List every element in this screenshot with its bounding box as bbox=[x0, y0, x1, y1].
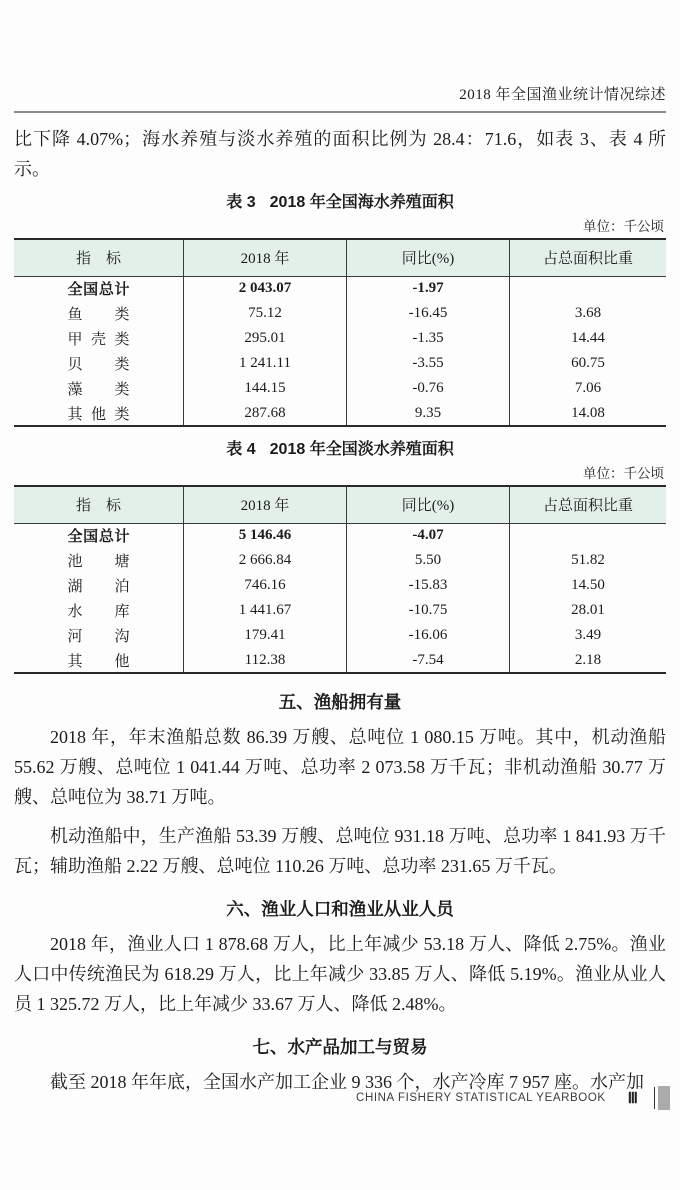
row-label: 贝类 bbox=[67, 357, 130, 373]
cell-2018: 2 666.84 bbox=[184, 548, 347, 573]
table3-row-fish bbox=[14, 301, 666, 326]
cell-yoy: -15.83 bbox=[347, 573, 510, 598]
cell-share bbox=[510, 523, 666, 548]
cell-share: 60.75 bbox=[510, 351, 666, 376]
table4-caption-title: 2018 年全国淡水养殖面积 bbox=[269, 441, 454, 458]
intro-paragraph: 比下降 4.07%；海水养殖与淡水养殖的面积比例为 28.4：71.6，如表 3、表 4 所示。 bbox=[14, 129, 666, 179]
cell-2018: 287.68 bbox=[184, 401, 347, 426]
table3-header-row bbox=[14, 239, 666, 276]
section6-heading: 六、渔业人口和渔业从业人员 bbox=[226, 899, 454, 919]
cell-share: 7.06 bbox=[510, 376, 666, 401]
cell-2018: 75.12 bbox=[184, 301, 347, 326]
cell-yoy: -1.97 bbox=[347, 276, 510, 301]
yearbook-footer-label: CHINA FISHERY STATISTICAL YEARBOOK bbox=[356, 1092, 606, 1104]
section5-heading: 五、渔船拥有量 bbox=[278, 692, 402, 712]
section6-paragraph-1: 2018 年，渔业人口 1 878.68 万人，比上年减少 53.18 万人、降低 2.75%。渔业人口中传统渔民为 618.29 万人，比上年减少 33.85 万人、降低 5.19%。渔业从业人员 1 325.72 万人，比上年减少 33.67 万人、降低 2.48%。 bbox=[14, 934, 666, 1014]
running-header: 2018 年全国渔业统计情况综述 bbox=[459, 87, 666, 103]
table4-row-reservoir bbox=[14, 598, 666, 623]
cell-yoy: 5.50 bbox=[347, 548, 510, 573]
section5-paragraph-2: 机动渔船中，生产渔船 53.39 万艘、总吨位 931.18 万吨、总功率 1 841.93 万千瓦；辅助渔船 2.22 万艘、总吨位 110.26 万吨、总功率 231.65 万千瓦。 bbox=[14, 826, 666, 876]
table3-marine-aquaculture-area bbox=[14, 238, 666, 427]
table4-row-pond bbox=[14, 548, 666, 573]
cell-2018: 5 146.46 bbox=[184, 523, 347, 548]
table3-row-total bbox=[14, 276, 666, 301]
table4-row-lake bbox=[14, 573, 666, 598]
table3-row-algae bbox=[14, 376, 666, 401]
section5-paragraph-1: 2018 年，年末渔船总数 86.39 万艘、总吨位 1 080.15 万吨。其中，机动渔船 55.62 万艘、总吨位 1 041.44 万吨、总功率 2 073.58 万千瓦；非机动渔船 30.77 万艘、总吨位为 38.71 万吨。 bbox=[14, 727, 666, 807]
cell-yoy: -7.54 bbox=[347, 648, 510, 673]
row-label: 甲壳类 bbox=[67, 332, 130, 348]
row-label: 湖泊 bbox=[67, 579, 130, 595]
cell-share: 2.18 bbox=[510, 648, 666, 673]
cell-yoy: 9.35 bbox=[347, 401, 510, 426]
cell-share: 14.50 bbox=[510, 573, 666, 598]
cell-share: 14.44 bbox=[510, 326, 666, 351]
table4-unit-note: 单位：千公顷 bbox=[583, 466, 664, 481]
cell-yoy: -16.45 bbox=[347, 301, 510, 326]
table4-col-indicator: 指 标 bbox=[14, 486, 184, 523]
cell-2018: 2 043.07 bbox=[184, 276, 347, 301]
cell-yoy: -0.76 bbox=[347, 376, 510, 401]
table3-col-2018: 2018 年 bbox=[184, 239, 347, 276]
table4-col-yoy: 同比(%) bbox=[347, 486, 510, 523]
table4-freshwater-aquaculture-area bbox=[14, 485, 666, 674]
footer-divider-bar bbox=[654, 1087, 655, 1109]
row-label: 藻类 bbox=[67, 382, 130, 398]
table4-col-share: 占总面积比重 bbox=[510, 486, 666, 523]
cell-2018: 1 441.67 bbox=[184, 598, 347, 623]
cell-share: 51.82 bbox=[510, 548, 666, 573]
section7-paragraph-1: 截至 2018 年年底，全国水产加工企业 9 336 个，水产冷库 7 957 座。水产加 bbox=[50, 1072, 644, 1092]
table4-row-total bbox=[14, 523, 666, 548]
cell-yoy: -4.07 bbox=[347, 523, 510, 548]
row-label: 其他 bbox=[67, 653, 130, 670]
row-label: 水库 bbox=[67, 604, 130, 620]
table3-caption-title: 2018 年全国海水养殖面积 bbox=[269, 194, 454, 211]
cell-yoy: -1.35 bbox=[347, 326, 510, 351]
row-label: 全国总计 bbox=[67, 282, 130, 299]
table3-col-indicator: 指 标 bbox=[14, 239, 184, 276]
table3-caption-label: 表 3 bbox=[226, 194, 256, 211]
cell-2018: 746.16 bbox=[184, 573, 347, 598]
table4-row-other bbox=[14, 648, 666, 673]
cell-share: 3.49 bbox=[510, 623, 666, 648]
table3-col-yoy: 同比(%) bbox=[347, 239, 510, 276]
table3-row-crustacean bbox=[14, 326, 666, 351]
section7-heading: 七、水产品加工与贸易 bbox=[252, 1037, 428, 1057]
page-footer bbox=[356, 1086, 670, 1110]
table3-unit-note: 单位：千公顷 bbox=[583, 219, 664, 234]
cell-2018: 295.01 bbox=[184, 326, 347, 351]
table4-row-river-ditch bbox=[14, 623, 666, 648]
cell-2018: 179.41 bbox=[184, 623, 347, 648]
cell-yoy: -3.55 bbox=[347, 351, 510, 376]
row-label: 鱼类 bbox=[67, 307, 130, 323]
cell-2018: 1 241.11 bbox=[184, 351, 347, 376]
row-label: 全国总计 bbox=[67, 529, 130, 546]
cell-2018: 144.15 bbox=[184, 376, 347, 401]
row-label: 池塘 bbox=[67, 554, 130, 570]
cell-share: 3.68 bbox=[510, 301, 666, 326]
cell-share bbox=[510, 276, 666, 301]
table3-row-other bbox=[14, 401, 666, 426]
header-rule bbox=[14, 111, 666, 113]
table3-col-share: 占总面积比重 bbox=[510, 239, 666, 276]
page-number: Ⅲ bbox=[627, 1090, 638, 1107]
cell-yoy: -10.75 bbox=[347, 598, 510, 623]
cell-share: 14.08 bbox=[510, 401, 666, 426]
cell-2018: 112.38 bbox=[184, 648, 347, 673]
page-edge-tab-mark bbox=[658, 1086, 670, 1110]
table4-caption-label: 表 4 bbox=[226, 441, 256, 458]
row-label: 其他类 bbox=[67, 406, 130, 423]
table3-caption bbox=[14, 193, 666, 213]
cell-share: 28.01 bbox=[510, 598, 666, 623]
table4-col-2018: 2018 年 bbox=[184, 486, 347, 523]
table3-row-shellfish bbox=[14, 351, 666, 376]
table4-caption bbox=[14, 440, 666, 460]
cell-yoy: -16.06 bbox=[347, 623, 510, 648]
table4-header-row bbox=[14, 486, 666, 523]
row-label: 河沟 bbox=[67, 629, 130, 645]
